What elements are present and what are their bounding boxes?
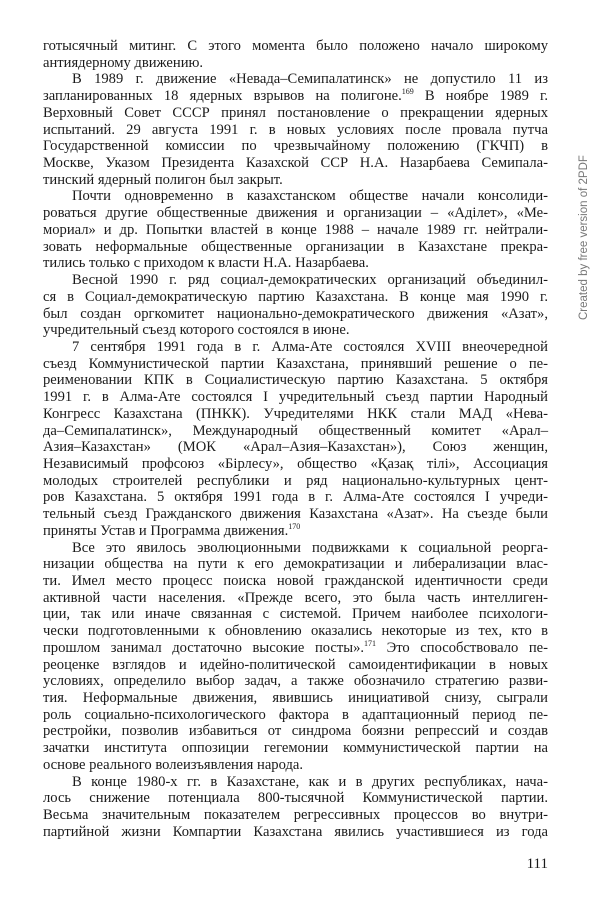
line-text: ся в Социал-демократическую партию Казахстана. В конце мая 1990 г. xyxy=(43,288,548,305)
text-line xyxy=(43,88,548,105)
text-line xyxy=(43,71,548,88)
text-line xyxy=(43,740,548,757)
line-text: испытаний. 29 августа 1991 г. в новых условиях после провала путча xyxy=(43,121,548,138)
paragraph xyxy=(43,339,548,540)
text-line xyxy=(43,807,548,824)
text-line xyxy=(43,389,548,406)
text-line xyxy=(43,556,548,573)
text-line xyxy=(43,122,548,139)
line-text: готысячный митинг. С этого момента было положено начало широкому xyxy=(43,38,548,54)
line-text: роль социально-психологического фактора в адаптационный период пе- xyxy=(43,706,548,723)
line-text: ров Казахстана. 5 октября 1991 года в г. Алма-Ате состоялся I учреди- xyxy=(43,489,548,506)
line-text: Государственной комиссии по чрезвычайному положению (ГКЧП) в xyxy=(43,138,548,155)
text-line xyxy=(43,239,548,256)
footnote-marker: 171 xyxy=(364,638,377,648)
line-text: да–Семипалатинск», Международный общественный комитет «Арал– xyxy=(43,422,548,439)
text-line xyxy=(43,222,548,239)
text-line xyxy=(43,606,548,623)
line-text: молодых строителей республики и ряд национально-культурных цент- xyxy=(43,472,548,489)
text-line xyxy=(43,456,548,473)
text-line xyxy=(43,723,548,740)
line-text: Верховный Совет СССР принял постановление о прекращении ядерных xyxy=(43,104,548,121)
line-text: активной части населения. «Прежде всего, это была часть интеллиген- xyxy=(43,589,548,606)
paragraph xyxy=(43,774,548,841)
text-line xyxy=(43,540,548,557)
line-text: ции, так или иначе связанная с системой. Причем наиболее психологи- xyxy=(43,606,548,623)
text-line xyxy=(43,55,548,72)
text-line xyxy=(43,707,548,724)
line-text: рестройки, позволив избавиться от синдрома боязни репрессий и создав xyxy=(43,723,548,740)
paragraph xyxy=(43,71,548,188)
line-text: тельный съезд Гражданского движения Казахстана «Азат». На съезде были xyxy=(43,506,548,523)
text-line xyxy=(43,623,548,640)
line-text: роваться другие общественные движения и организации – «Адiлет», «Ме- xyxy=(43,205,548,222)
line-text: съезд Коммунистической партии Казахстана, принявший решение о пе- xyxy=(43,355,548,372)
line-text: 7 сентября 1991 года в г. Алма-Ате состоялся XVIII внеочередной xyxy=(72,338,548,355)
line-text: зовать неформальные общественные организации в Казахстане прекра- xyxy=(43,238,548,255)
text-line xyxy=(43,255,548,272)
text-line xyxy=(43,372,548,389)
text-line xyxy=(43,322,548,339)
line-text: В 1989 г. движение «Невада–Семипалатинск» не допустило 11 из xyxy=(72,71,548,88)
text-line xyxy=(43,640,548,657)
line-text: низации общества на пути к его демократизации и либерализации влас- xyxy=(43,556,548,573)
watermark: Created by free version of 2PDF xyxy=(578,155,590,320)
text-line xyxy=(43,506,548,523)
text-line xyxy=(43,523,548,540)
line-text: 1991 г. в Алма-Ате состоялся I учредительный съезд партии Народный xyxy=(43,389,548,406)
line-text: запланированных 18 ядерных взрывов на полигоне. xyxy=(43,88,402,105)
text-line xyxy=(43,306,548,323)
text-line xyxy=(43,573,548,590)
footnote-marker: 169 xyxy=(401,87,414,97)
line-text: В ноябре 1989 г. xyxy=(413,88,548,105)
line-text: Все это явилось эволюционными подвижками к социальной реорга- xyxy=(72,539,548,556)
line-text: чески подготовленными к обновлению оказались некоторые из тех, кто в xyxy=(43,623,548,640)
line-text: антиядерному движению. xyxy=(43,54,204,71)
body-text xyxy=(43,38,548,841)
text-line xyxy=(43,356,548,373)
text-line xyxy=(43,155,548,172)
line-text: Москве, Указом Президента Казахской ССР Н.А. Назарбаева Семипала- xyxy=(43,155,548,172)
line-text: лось снижение потенциала 800-тысячной Коммунистической партии. xyxy=(43,790,548,807)
line-text: ти. Имел место процесс поиска новой гражданской идентичности среди xyxy=(43,573,548,589)
text-line xyxy=(43,406,548,423)
line-text: прошлом занимал достаточно высокие посты». xyxy=(43,639,365,656)
text-line xyxy=(43,774,548,791)
line-text: тия. Неформальные движения, явившись инициативой снизу, сыграли xyxy=(43,690,548,707)
line-text: Азия–Казахстан» (МОК «Арал–Азия–Казахстан»), Союз женщин, xyxy=(43,439,548,456)
line-text: В конце 1980-х гг. в Казахстане, как и в других республиках, нача- xyxy=(72,773,548,790)
text-line xyxy=(43,473,548,490)
text-line xyxy=(43,690,548,707)
text-line xyxy=(43,590,548,607)
paragraph xyxy=(43,272,548,339)
text-line xyxy=(43,439,548,456)
text-line xyxy=(43,289,548,306)
text-line xyxy=(43,757,548,774)
line-text: Весной 1990 г. ряд социал-демократических организаций объединил- xyxy=(72,272,548,289)
text-line xyxy=(43,824,548,841)
line-text: партийной жизни Компартии Казахстана явились участившиеся из года xyxy=(43,823,548,840)
footnote-marker: 170 xyxy=(288,521,301,531)
text-line xyxy=(43,172,548,189)
line-text: Независимый профсоюз «Бірлесу», общество «Қазақ тілі», Ассоциация xyxy=(43,455,548,472)
text-line xyxy=(43,489,548,506)
text-line xyxy=(43,657,548,674)
line-text: Это способствовало пе- xyxy=(376,639,548,656)
line-text: реоценке взглядов и идейно-политической самоидентификации в новых xyxy=(43,656,548,673)
text-line xyxy=(43,38,548,55)
text-line xyxy=(43,423,548,440)
paragraph xyxy=(43,188,548,272)
line-text: Почти одновременно в казахстанском обществе начали консолиди- xyxy=(72,188,548,205)
text-line xyxy=(43,138,548,155)
text-line xyxy=(43,205,548,222)
line-text: основе реального волеизъявления народа. xyxy=(43,756,304,773)
page-number: 111 xyxy=(526,856,548,872)
line-text: приняты Устав и Программа движения. xyxy=(43,522,289,539)
paragraph xyxy=(43,38,548,71)
line-text: был создан оргкомитет национально-демократического движения «Азат», xyxy=(43,305,548,322)
line-text: тились только с приходом к власти Н.А. Назарбаева. xyxy=(43,255,369,272)
line-text: Весьма значительным показателем регрессивных процессов во внутри- xyxy=(43,807,548,824)
text-line xyxy=(43,188,548,205)
text-line xyxy=(43,790,548,807)
line-text: реименовании КПК в Социалистическую партию Казахстана. 5 октября xyxy=(43,372,548,389)
paragraph xyxy=(43,540,548,774)
text-line xyxy=(43,339,548,356)
text-line xyxy=(43,272,548,289)
text-line xyxy=(43,673,548,690)
line-text: тинский ядерный полигон был закрыт. xyxy=(43,171,283,188)
line-text: зачатки института оппозиции гегемонии коммунистической партии на xyxy=(43,740,548,757)
line-text: условиях, определило выбор задач, а также обозначило стратегию разви- xyxy=(43,673,548,690)
line-text: учредительный съезд которого состоялся в июне. xyxy=(43,322,350,339)
line-text: мориал» и др. Попытки властей в конце 1988 – начале 1989 гг. нейтрали- xyxy=(43,221,548,238)
line-text: Конгресс Казахстана (ПНКК). Учредителями НКК стали МАД «Нева- xyxy=(43,405,548,422)
text-line xyxy=(43,105,548,122)
